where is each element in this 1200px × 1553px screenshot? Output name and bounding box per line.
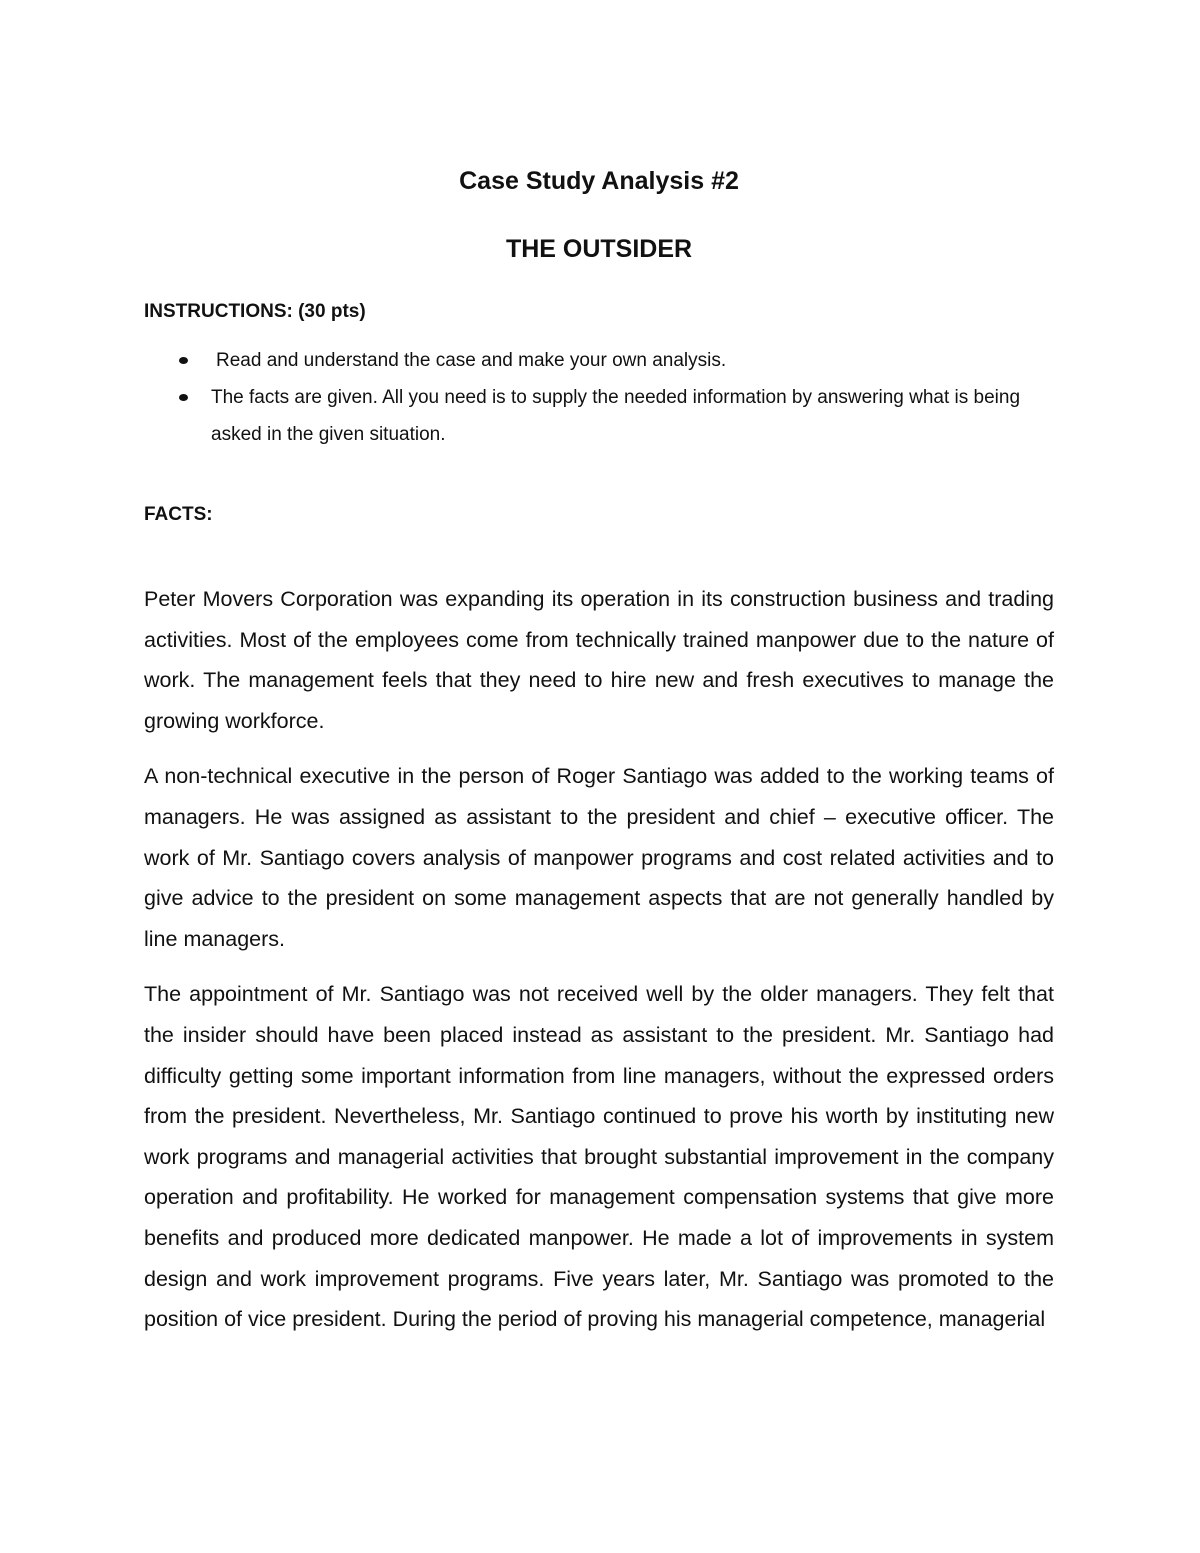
facts-paragraph-1: Peter Movers Corporation was expanding its operation in its construction business and trading activities. Most of the employees come from technically trained manpower due to the nature of work. The management feels that they need to hire new and fresh executives to manage the growing workforce. xyxy=(144,587,1054,733)
instructions-heading: INSTRUCTIONS: (30 pts) xyxy=(144,301,366,322)
facts-paragraph-2: A non-technical executive in the person of Roger Santiago was added to the working teams of managers. He was assigned as assistant to the president and chief – executive officer. The work of Mr. Santiago covers analysis of manpower programs and cost related activities and to give advice to the president on some management aspects that are not generally handled by line managers. xyxy=(144,764,1054,951)
instruction-text: Read and understand the case and make your own analysis. xyxy=(216,350,727,371)
facts-paragraph-3: The appointment of Mr. Santiago was not received well by the older managers. They felt that the insider should have been placed instead as assistant to the president. Mr. Santiago had difficulty getting some important information from line managers, without the expressed orders from the president. Nevertheless, Mr. Santiago continued to prove his worth by instituting new work programs and managerial activities that brought substantial improvement in the company operation and profitability. He worked for management compensation systems that give more benefits and produced more dedicated manpower. He made a lot of improvements in system design and work improvement programs. Five years later, Mr. Santiago was promoted to the position of vice president. During the period of proving his managerial competence, managerial xyxy=(144,982,1054,1332)
document-content xyxy=(144,160,1054,1340)
facts-heading: FACTS: xyxy=(144,504,213,525)
case-title: THE OUTSIDER xyxy=(505,235,693,263)
bullet-icon xyxy=(179,357,188,364)
instructions-list xyxy=(144,342,1054,453)
list-item xyxy=(144,342,1054,379)
list-item xyxy=(144,379,1054,453)
document-title: Case Study Analysis #2 xyxy=(459,167,739,195)
instruction-text: The facts are given. All you need is to supply the needed information by answering what is being asked in the given situation. xyxy=(211,387,1021,445)
bullet-icon xyxy=(179,394,188,401)
